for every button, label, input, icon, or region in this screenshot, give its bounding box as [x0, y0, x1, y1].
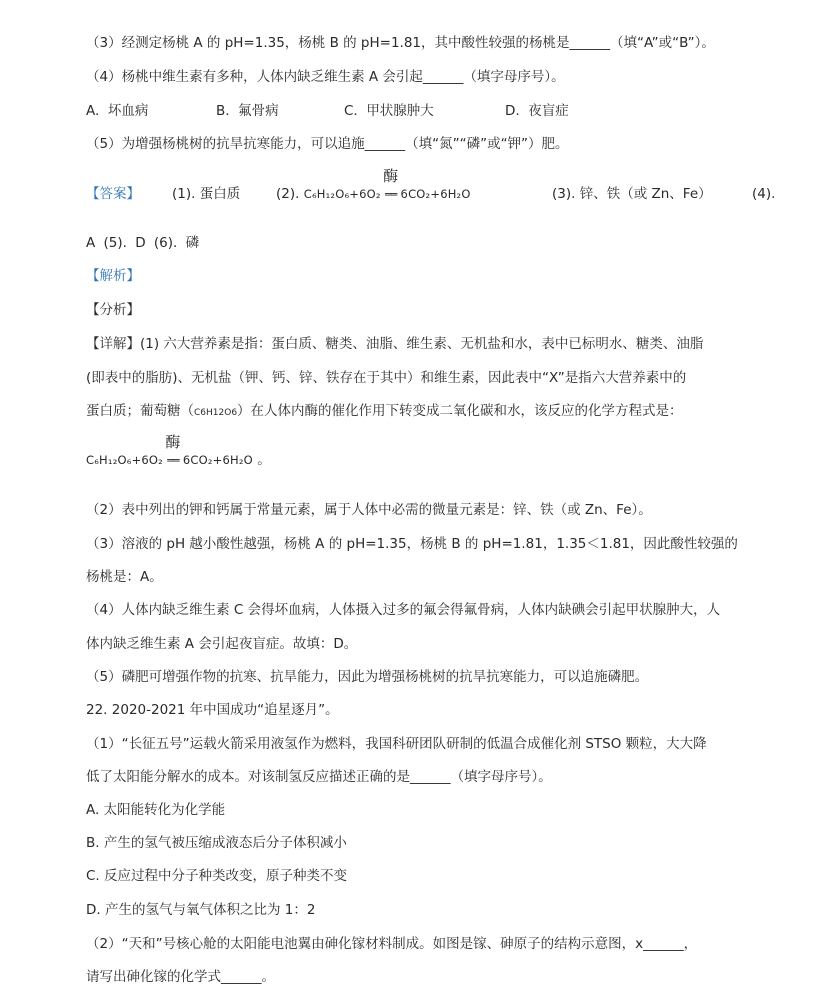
q22-option-d: D. 产生的氢气与氧气体积之比为 1：2 [86, 902, 316, 918]
equation-lhs: C₆H₁₂O₆+6O₂ [303, 187, 381, 201]
equation-arrow: 酶 ══ [383, 167, 399, 201]
catalyst-label: 酶 [165, 433, 181, 451]
answer-3: (3). 锌、铁（或 Zn、Fe） [552, 186, 712, 202]
glucose-formula: C6H12O6 [194, 408, 238, 418]
option-letter: A. [86, 103, 100, 119]
answer-4-prefix: (4). [752, 186, 776, 202]
analysis-para-4a: （4）人体内缺乏维生素 C 会得坏血病，人体摄入过多的氟会得氟骨病，人体内缺碘会引起甲状腺肿大，人 [86, 602, 721, 618]
equation-rhs: 6CO₂+6H₂O [182, 453, 253, 467]
q21-item-3: （3）经测定杨桃 A 的 pH=1.35，杨桃 B 的 pH=1.81，其中酸性较强的杨桃是______（填“A”或“B”）。 [86, 35, 715, 51]
q22-sub1-line-a: （1）“长征五号”运载火箭采用液氢作为燃料，我国科研团队研制的低温合成催化剂 STSO 颗粒，大大降 [86, 736, 707, 752]
q22-option-b: B. 产生的氢气被压缩成液态后分子体积减小 [86, 835, 347, 851]
q22-title: 22. 2020-2021 年中国成功“追星逐月”。 [86, 702, 339, 718]
q21-option-b [216, 101, 279, 121]
detail-text: 蛋白质；葡萄糖（ [86, 403, 194, 419]
answer-line-2: A (5). D (6). 磷 [86, 235, 200, 251]
q21-item-4: （4）杨桃中维生素有多种，人体内缺乏维生素 A 会引起______（填字母序号）。 [86, 69, 565, 85]
equation-lhs: C₆H₁₂O₆+6O₂ [86, 453, 163, 467]
q21-option-c [344, 101, 434, 121]
analysis-para-3a: （3）溶液的 pH 越小酸性越强，杨桃 A 的 pH=1.35，杨桃 B 的 pH=1.81，1.35＜1.81，因此酸性较强的 [86, 536, 738, 552]
detail-line-1: 【详解】(1) 六大营养素是指：蛋白质、糖类、油脂、维生素、无机盐和水，表中已标明水、糖类、油脂 [86, 336, 704, 352]
answer-1: (1). 蛋白质 [172, 186, 241, 202]
answer-2-prefix: (2). [276, 186, 300, 202]
analysis-para-5: （5）磷肥可增强作物的抗寒、抗旱能力，因此为增强杨桃树的抗旱抗寒能力，可以追施磷肥。 [86, 669, 649, 685]
option-text: 坏血病 [107, 103, 149, 119]
equation-line [86, 433, 271, 471]
q21-option-d [505, 101, 569, 121]
option-text: 氟骨病 [238, 103, 279, 119]
analysis-para-3b: 杨桃是：A。 [86, 569, 163, 585]
catalyst-label: 酶 [383, 167, 399, 185]
q21-option-a [86, 101, 148, 121]
option-letter: B. [216, 103, 230, 119]
analysis-label: 【解析】 [86, 268, 140, 284]
option-letter: C. [344, 103, 358, 119]
detail-line-2: (即表中的脂肪)、无机盐（钾、钙、锌、铁存在于其中）和维生素，因此表中“X”是指六大营养素中的 [86, 370, 687, 386]
detail-line-3 [86, 401, 683, 423]
answer-label: 【答案】 [86, 186, 140, 202]
answer-2 [276, 167, 471, 205]
analysis-para-2: （2）表中列出的钾和钙属于常量元素，属于人体中必需的微量元素是：锌、铁（或 Zn、Fe）。 [86, 502, 652, 518]
equation-end: 。 [257, 452, 271, 468]
q21-item-5: （5）为增强杨桃树的抗旱抗寒能力，可以追施______（填“氮”“磷”或“钾”）肥。 [86, 136, 569, 152]
q22-option-c: C. 反应过程中分子种类改变，原子种类不变 [86, 868, 348, 884]
q22-sub1-line-b: 低了太阳能分解水的成本。对该制氢反应描述正确的是______（填字母序号）。 [86, 769, 552, 785]
q22-sub2-line-a: （2）“天和”号核心舱的太阳能电池翼由砷化镓材料制成。如图是镓、砷原子的结构示意图，x______， [86, 936, 698, 952]
detail-text: ）在人体内酶的催化作用下转变成二氧化碳和水，该反应的化学方程式是： [237, 403, 683, 419]
option-letter: D. [505, 103, 520, 119]
analysis-heading: 【分析】 [86, 302, 140, 318]
q22-option-a: A. 太阳能转化为化学能 [86, 802, 226, 818]
equation-arrow: 酶 ══ [165, 433, 181, 467]
option-text: 夜盲症 [528, 103, 569, 119]
option-text: 甲状腺肿大 [366, 103, 434, 119]
analysis-para-4b: 体内缺乏维生素 A 会引起夜盲症。故填：D。 [86, 636, 358, 652]
equation-rhs: 6CO₂+6H₂O [400, 187, 471, 201]
q22-sub2-line-b: 请写出砷化镓的化学式______。 [86, 969, 275, 985]
